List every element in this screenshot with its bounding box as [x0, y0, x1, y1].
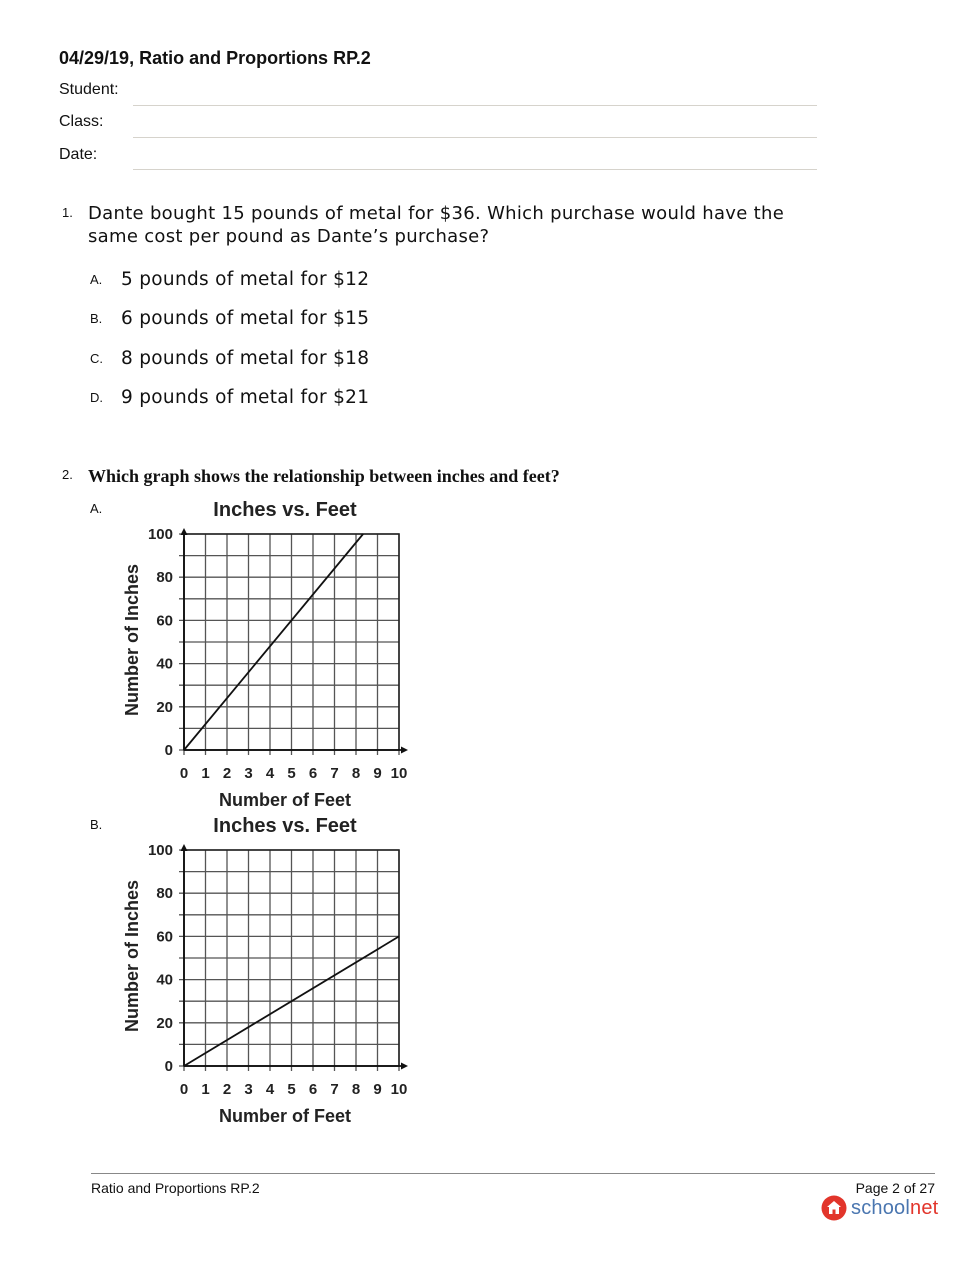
x-tick-label: 1	[201, 1081, 210, 1098]
y-axis-arrow	[181, 844, 188, 851]
x-tick-label: 10	[390, 1081, 408, 1098]
y-tick-label: 40	[156, 655, 173, 673]
x-tick-label: 3	[244, 1081, 253, 1098]
x-axis-arrow	[401, 1063, 408, 1070]
question-2-number: 2.	[62, 467, 73, 482]
footer-title: Ratio and Proportions RP.2	[91, 1180, 260, 1196]
x-tick-label: 5	[287, 765, 296, 782]
question-1-number: 1.	[62, 205, 73, 220]
logo-net-text: net	[910, 1196, 939, 1219]
x-tick-label: 9	[373, 765, 382, 782]
class-field-line	[133, 137, 817, 138]
x-tick-label: 4	[265, 1081, 275, 1098]
option-a-letter: A.	[90, 501, 103, 516]
x-tick-label: 0	[179, 765, 189, 782]
option-letter: D.	[90, 390, 103, 405]
graph-option-b[interactable]	[110, 811, 420, 1131]
x-tick-label: 2	[222, 1081, 232, 1098]
x-tick-label: 8	[351, 1081, 361, 1098]
y-axis-label: Number of Inches	[122, 563, 142, 717]
student-field-line	[133, 105, 817, 106]
student-label: Student:	[59, 81, 119, 98]
y-tick-label: 80	[156, 569, 173, 587]
y-tick-label: 60	[156, 928, 173, 946]
y-tick-label: 80	[156, 885, 173, 903]
class-label: Class:	[59, 113, 104, 130]
y-tick-label: 100	[147, 842, 173, 859]
x-tick-label: 10	[390, 765, 408, 782]
y-axis-arrow	[181, 528, 188, 535]
option-text[interactable]: 8 pounds of metal for $18	[121, 348, 370, 369]
option-letter: C.	[90, 351, 103, 366]
chart-title: Inches vs. Feet	[213, 815, 357, 837]
x-tick-label: 3	[244, 765, 253, 782]
x-tick-label: 2	[222, 765, 232, 782]
y-tick-label: 20	[156, 1014, 173, 1032]
logo-school-text: school	[851, 1196, 911, 1219]
x-tick-label: 7	[330, 1081, 339, 1098]
graph-option-a[interactable]	[110, 495, 420, 815]
x-tick-label: 6	[308, 1081, 318, 1098]
option-b-letter: B.	[90, 817, 103, 832]
page-number: Page 2 of 27	[855, 1180, 935, 1196]
y-tick-label: 60	[156, 612, 173, 630]
page-title: 04/29/19, Ratio and Proportions RP.2	[59, 48, 371, 68]
option-text[interactable]: 6 pounds of metal for $15	[121, 308, 370, 329]
option-text[interactable]: 5 pounds of metal for $12	[121, 269, 370, 290]
house-icon	[820, 1194, 848, 1222]
x-tick-label: 6	[308, 765, 318, 782]
question-1-text: Dante bought 15 pounds of metal for $36. Which purchase would have the same cost per pound as Dante’s purchase?	[88, 203, 785, 247]
x-tick-label: 1	[201, 765, 210, 782]
y-tick-label: 100	[147, 526, 173, 543]
y-tick-label: 0	[164, 742, 173, 759]
x-axis-label: Number of Feet	[218, 790, 352, 810]
date-label: Date:	[59, 146, 98, 163]
y-tick-label: 20	[156, 698, 173, 716]
x-tick-label: 5	[287, 1081, 296, 1098]
date-field-line	[133, 169, 817, 170]
schoolnet-logo	[820, 1194, 938, 1222]
option-text[interactable]: 9 pounds of metal for $21	[121, 387, 370, 408]
question-2-text: Which graph shows the relationship between inches and feet?	[88, 466, 560, 486]
x-tick-label: 9	[373, 1081, 382, 1098]
y-tick-label: 0	[164, 1058, 173, 1075]
x-tick-label: 4	[265, 765, 275, 782]
x-tick-label: 8	[351, 765, 361, 782]
x-tick-label: 0	[179, 1081, 189, 1098]
option-letter: A.	[90, 272, 103, 287]
option-letter: B.	[90, 311, 103, 326]
y-tick-label: 40	[156, 971, 173, 989]
y-axis-label: Number of Inches	[122, 879, 142, 1033]
footer-divider	[91, 1173, 935, 1174]
x-axis-label: Number of Feet	[218, 1106, 352, 1126]
x-tick-label: 7	[330, 765, 339, 782]
x-axis-arrow	[401, 747, 408, 754]
chart-title: Inches vs. Feet	[213, 499, 357, 521]
